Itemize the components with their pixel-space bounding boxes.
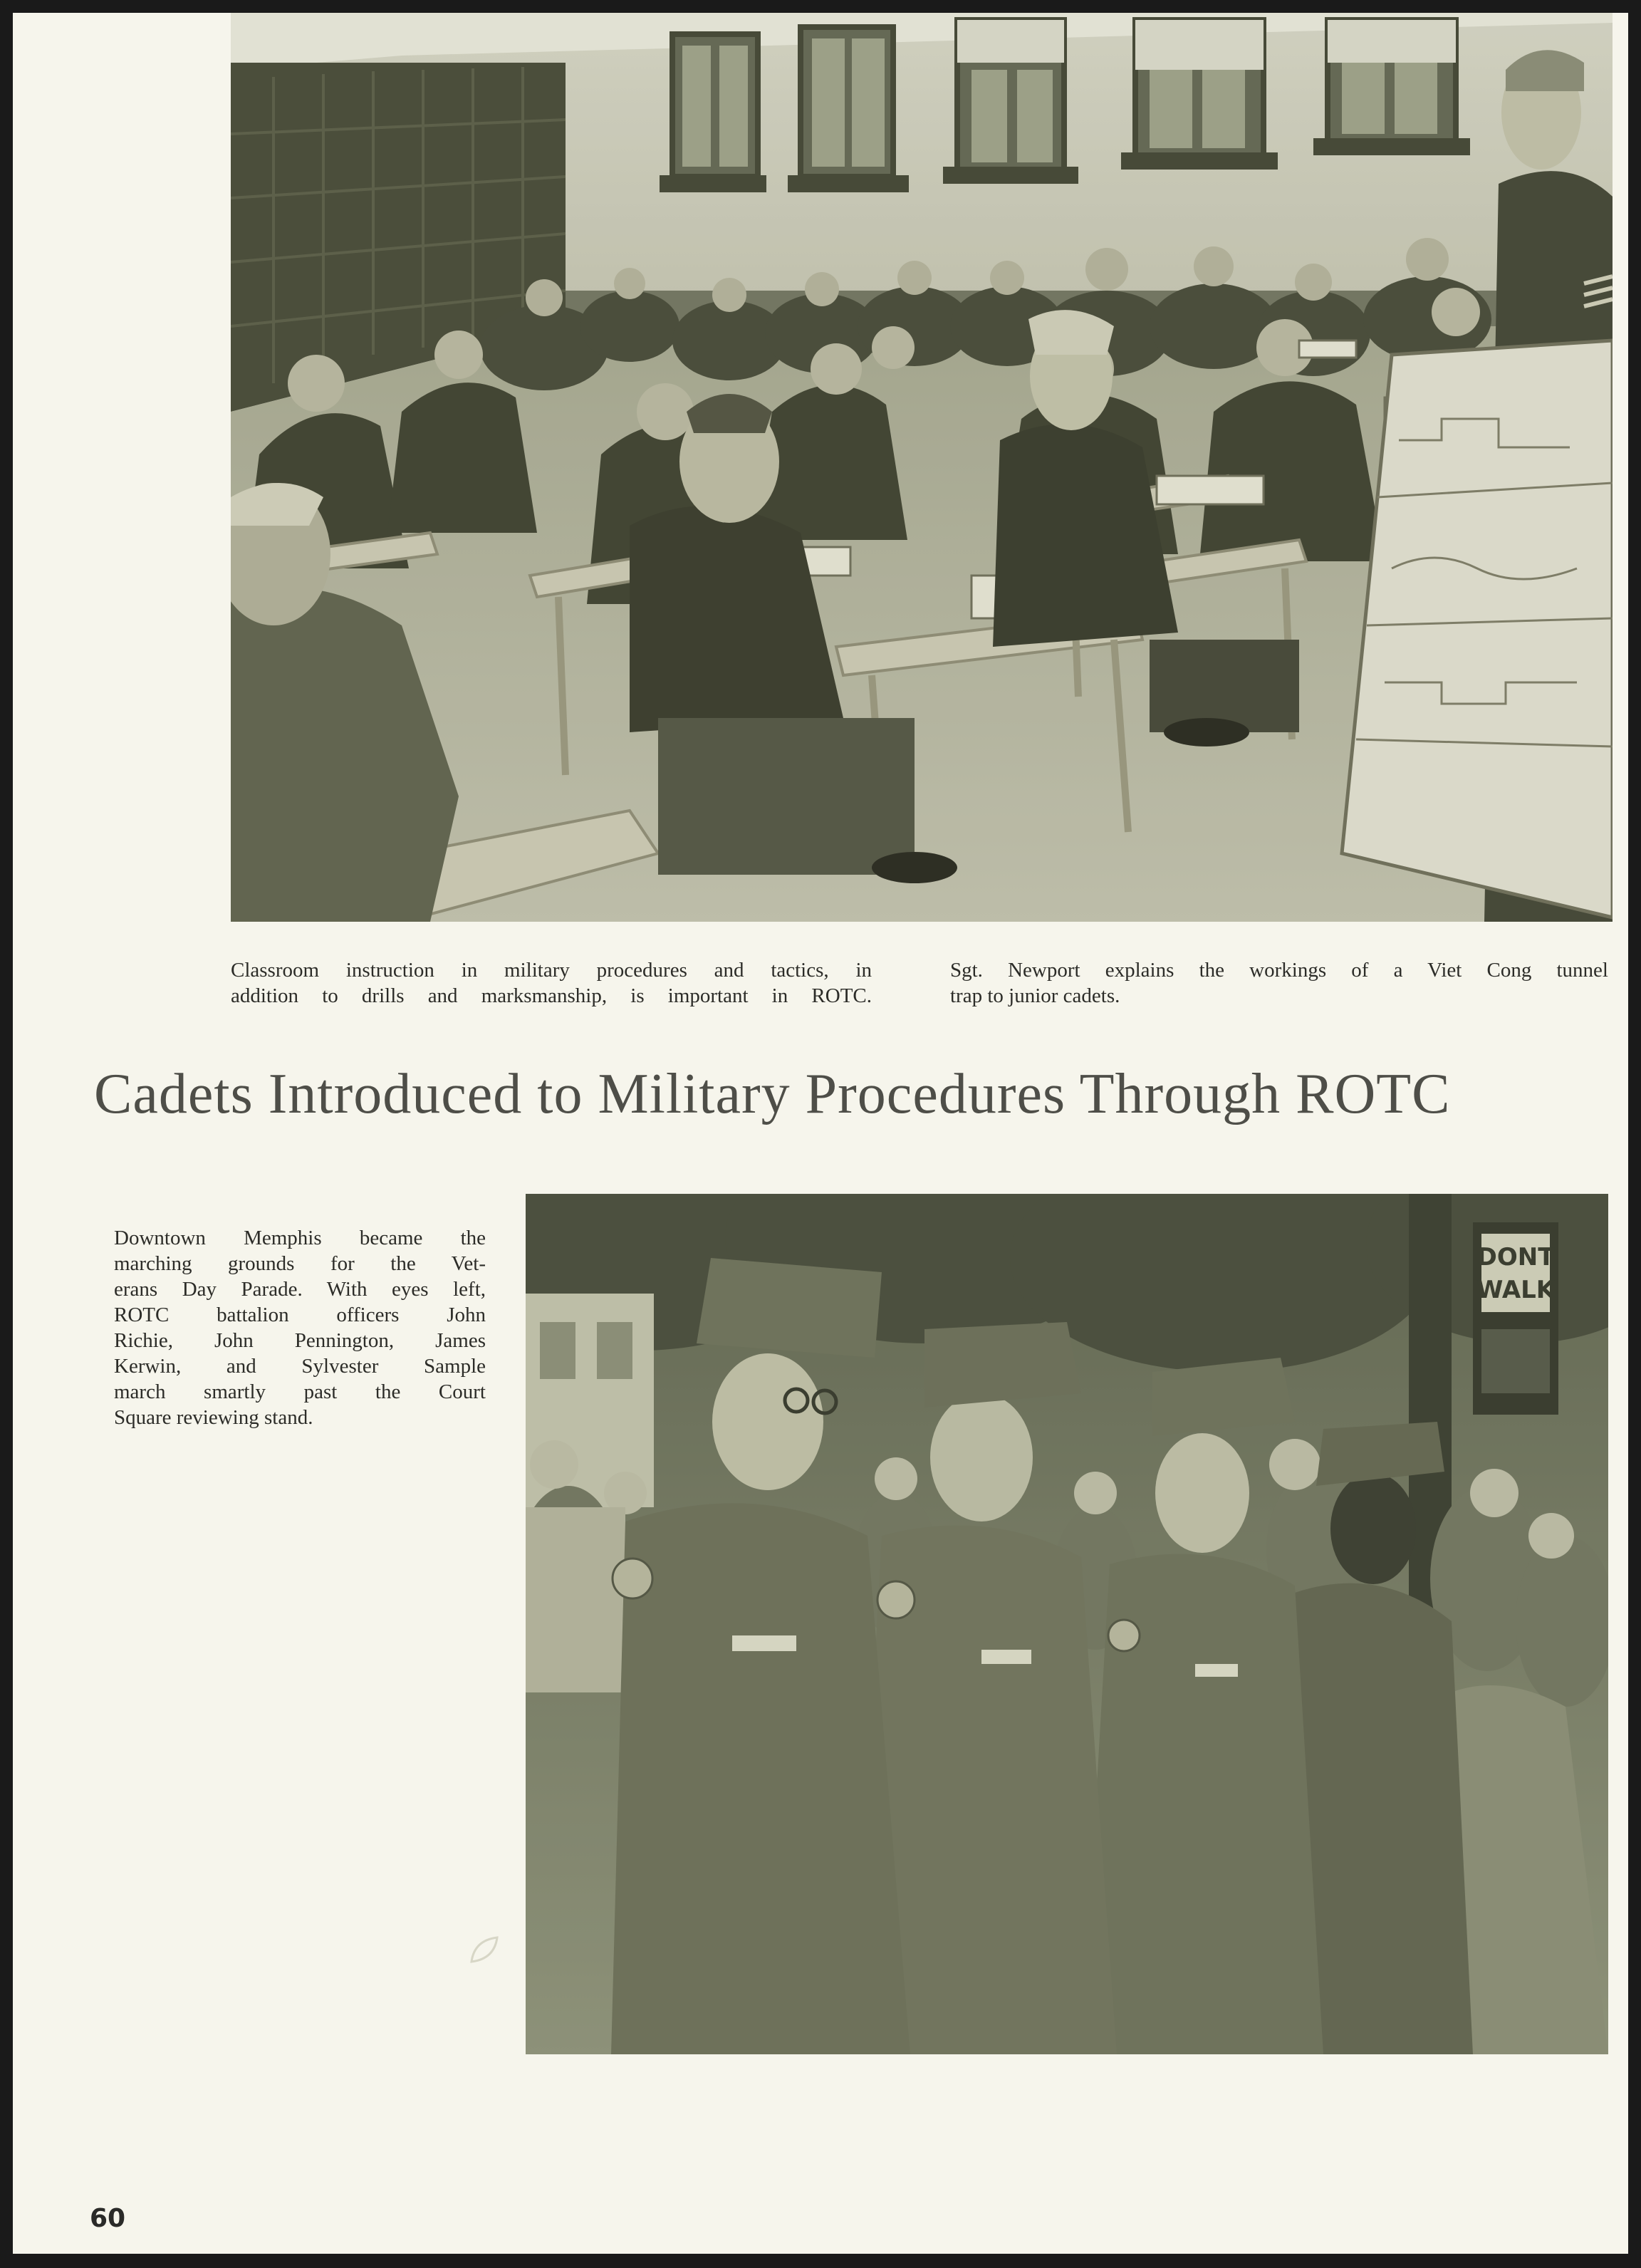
parade-caption-line-2: marching grounds for the Vet- xyxy=(114,1252,486,1275)
parade-caption-line-5: Richie, John Pennington, James xyxy=(114,1329,486,1352)
parade-caption-line-4: ROTC battalion officers John xyxy=(114,1304,486,1326)
classroom-caption xyxy=(231,957,872,1009)
sergeant-caption-line-1: Sgt. Newport explains the workings of a Viet Cong tunnel xyxy=(950,959,1608,982)
parade-caption-line-6: Kerwin, and Sylvester Sample xyxy=(114,1355,486,1378)
classroom-caption-line-2: addition to drills and marksmanship, is important in ROTC. xyxy=(231,984,872,1007)
classroom-caption-line-1: Classroom instruction in military procedures and tactics, in xyxy=(231,959,872,982)
page-headline: Cadets Introduced to Military Procedures Through ROTC xyxy=(94,1063,1451,1125)
classroom-photo xyxy=(231,13,1613,922)
parade-photo xyxy=(526,1194,1608,2054)
parade-caption-line-7: march smartly past the Court xyxy=(114,1380,486,1403)
dont-walk-sign-line-2: WALK xyxy=(1476,1276,1556,1304)
yearbook-page xyxy=(13,13,1628,2254)
parade-caption xyxy=(114,1225,486,1430)
sergeant-caption-line-2: trap to junior cadets. xyxy=(950,984,1120,1007)
parade-photo-image xyxy=(526,1194,1608,2054)
sergeant-caption xyxy=(950,957,1608,1009)
classroom-photo-image xyxy=(231,13,1613,922)
paper-blemish-icon xyxy=(466,1932,501,1967)
parade-caption-line-3: erans Day Parade. With eyes left, xyxy=(114,1278,486,1301)
page-number: 60 xyxy=(90,2204,126,2233)
parade-caption-line-1: Downtown Memphis became the xyxy=(114,1227,486,1249)
parade-caption-line-8: Square reviewing stand. xyxy=(114,1406,313,1429)
dont-walk-sign-line-1: DONT xyxy=(1476,1243,1555,1271)
